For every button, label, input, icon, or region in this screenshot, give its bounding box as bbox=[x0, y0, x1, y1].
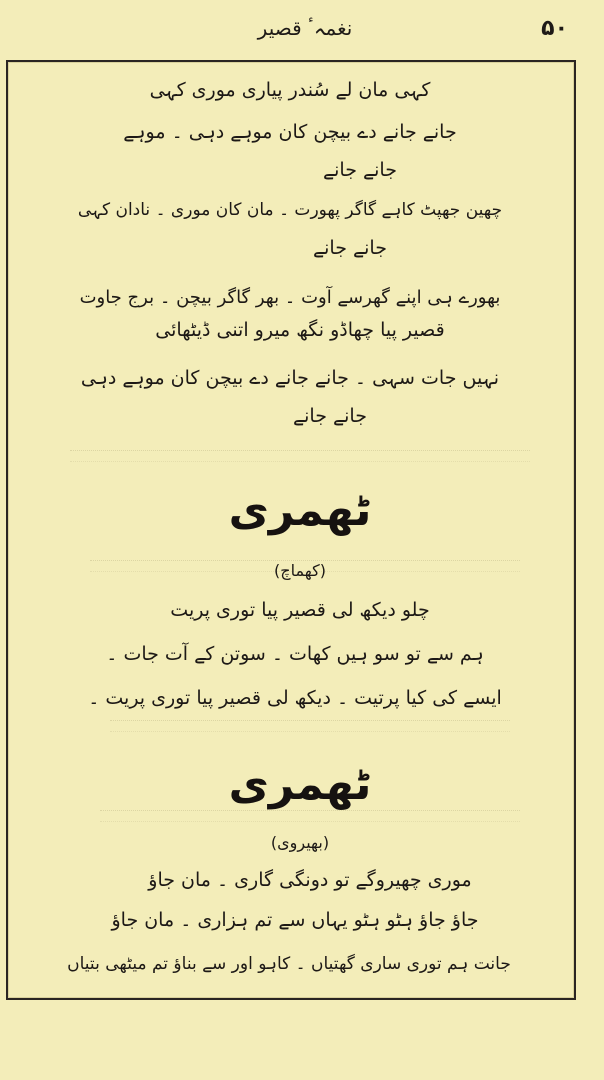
verse-line: چھین جھپٹ کاہے گاگر پھورت ۔ مان کان موری ۔ نادان کہی bbox=[77, 200, 503, 220]
bleed-through-trace bbox=[110, 720, 510, 732]
verse-line: بھورے ہی اپنے گھرسے آوت ۔ بھر گاگر بیچن ۔ برج جاوت bbox=[79, 287, 501, 308]
verse-line: چلو دیکھ لی قصیر پیا توری پریت bbox=[170, 599, 430, 621]
verse-line: ایسے کی کیا پرتیت ۔ دیکھ لی قصیر پیا توری پریت ۔ bbox=[88, 687, 502, 709]
verse-line: موری چھیروگے تو دونگی گاری ۔ مان جاؤ bbox=[148, 869, 472, 891]
page-number: ۵۰ bbox=[541, 16, 568, 41]
verse-line: جاؤ جاؤ ہٹو ہٹو یہاں سے تم ہزاری ۔ مان جاؤ bbox=[111, 909, 479, 931]
bleed-through-trace bbox=[70, 450, 530, 462]
verse-line: جانے جانے bbox=[293, 405, 367, 427]
verse-line: جانے جانے bbox=[323, 159, 397, 181]
page-header bbox=[0, 10, 604, 50]
raag-label: (کھماچ) bbox=[274, 561, 326, 580]
verse-line: جانت ہم توری ساری گھتیاں ۔ کاہو اور سے بناؤ تم میٹھی بتیاں bbox=[67, 954, 511, 974]
verse-line: قصیر پیا چھاڈو نگھ میرو اتنی ڈیٹھائی bbox=[155, 319, 445, 341]
section-heading: ٹھمری bbox=[228, 485, 372, 536]
running-title: نغمہٴ قصیر bbox=[257, 16, 353, 40]
verse-line: جانے جانے دے بیچن کان موہے دہی ۔ موہے bbox=[123, 121, 457, 143]
raag-label: (بھیروی) bbox=[270, 833, 330, 852]
verse-line: جانے جانے bbox=[313, 237, 387, 259]
section-heading: ٹھمری bbox=[228, 759, 372, 810]
verse-line: ہم سے تو سو ہیں کھات ۔ سوتن کے آت جات ۔ bbox=[106, 643, 484, 665]
verse-line: نہیں جات سہی ۔ جانے جانے دے بیچن کان موہے دہی bbox=[80, 367, 500, 389]
verse-line: کہی مان لے سُندر پیاری موری کہی bbox=[149, 79, 431, 101]
